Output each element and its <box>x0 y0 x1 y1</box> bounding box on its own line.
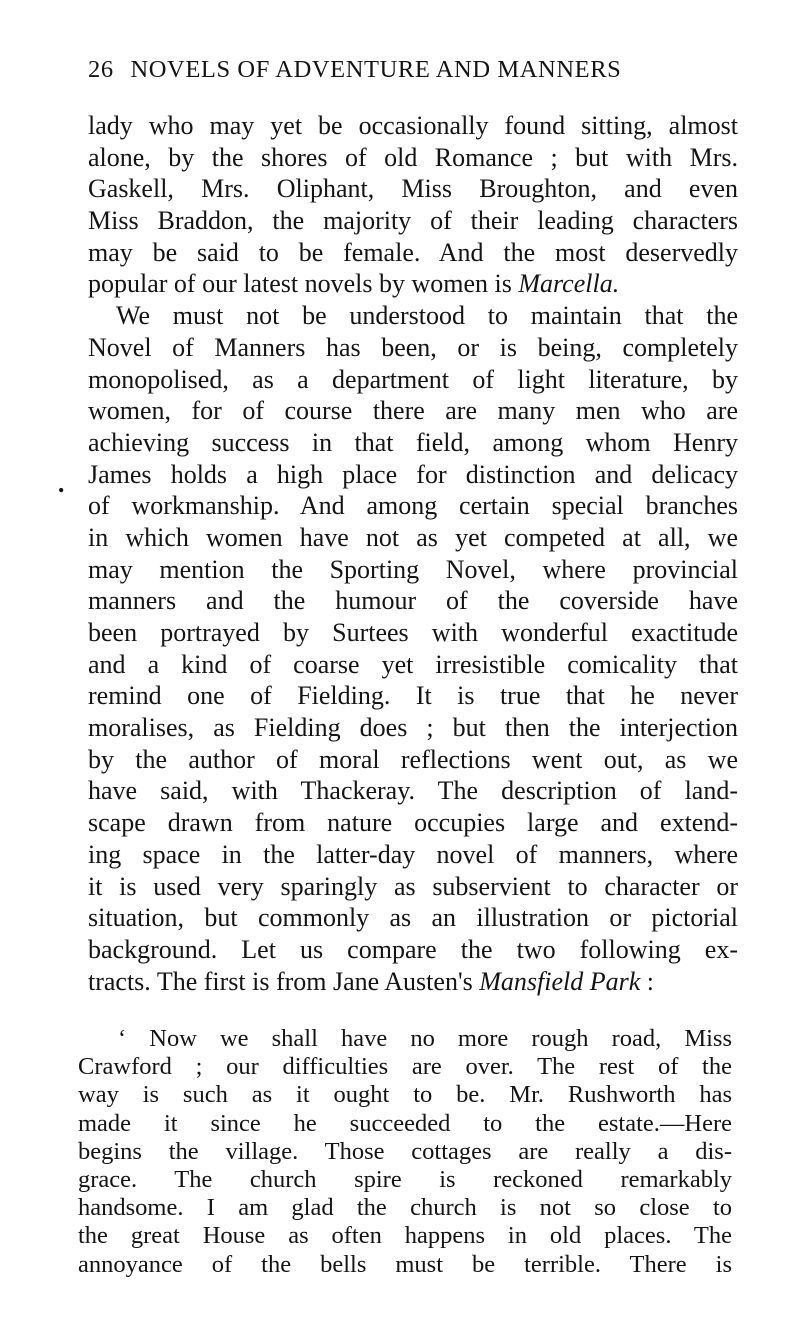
body-line: it is used very sparingly as subservient to character or <box>88 871 738 901</box>
body-line: moralises, as Fielding does ; but then the interjection <box>88 713 738 743</box>
body-line: ing space in the latter-day novel of manners, where <box>88 839 738 869</box>
body-line: James holds a high place for distinction and delicacy <box>88 459 738 489</box>
body-line: in which women have not as yet competed at all, we <box>88 522 738 552</box>
quote-line: Crawford ; our difficulties are over. The rest of the <box>78 1053 732 1081</box>
body-line-text: tracts. The first is from Jane Austen's <box>88 966 480 996</box>
quote-line: begins the village. Those cottages are really a dis- <box>78 1137 732 1165</box>
book-title-marcella: Marcella. <box>518 269 620 299</box>
body-line: been portrayed by Surtees with wonderful exactitude <box>88 618 738 647</box>
quote-line: handsome. I am glad the church is not so close to <box>78 1194 732 1222</box>
quote-line: ‘ Now we shall have no more rough road, Miss <box>118 1025 732 1052</box>
body-line <box>88 966 738 998</box>
quote-line: annoyance of the bells must be terrible. There is <box>78 1250 732 1278</box>
body-line: have said, with Thackeray. The description of land- <box>88 776 738 806</box>
book-title-mansfield-park: Mansfield Park <box>479 966 641 996</box>
body-line: Miss Braddon, the majority of their leading characters <box>88 206 738 236</box>
block-quote <box>78 1025 732 1279</box>
body-line: may be said to be female. And the most deservedly <box>88 237 738 267</box>
body-line: monopolised, as a department of light literature, by <box>88 364 738 394</box>
body-line: women, for of course there are many men who are <box>88 396 738 426</box>
body-line: We must not be understood to maintain that the <box>116 301 738 331</box>
body-line-text: popular of our latest novels by women is <box>88 269 519 299</box>
body-line-text: : <box>640 966 655 996</box>
running-header <box>88 56 748 84</box>
body-line: may mention the Sporting Novel, where provincial <box>88 554 738 584</box>
body-line: alone, by the shores of old Romance ; but with Mrs. <box>88 142 738 172</box>
body-line: manners and the humour of the coverside have <box>88 586 738 616</box>
quote-line: made it since he succeeded to the estate.—Here <box>78 1109 732 1137</box>
running-title: NOVELS OF ADVENTURE AND MANNERS <box>130 56 622 83</box>
body-line: Novel of Manners has been, or is being, completely <box>88 332 738 362</box>
body-line: remind one of Fielding. It is true that he never <box>88 681 738 711</box>
quote-line: way is such as it ought to be. Mr. Rushworth has <box>78 1081 732 1109</box>
body-line <box>88 268 738 300</box>
body-text <box>88 110 738 997</box>
margin-mark: • <box>54 479 68 501</box>
quote-line: the great House as often happens in old places. The <box>78 1222 732 1250</box>
quote-line: grace. The church spire is reckoned remarkably <box>78 1165 732 1193</box>
body-line: and a kind of coarse yet irresistible comicality that <box>88 649 738 679</box>
page-number: 26 <box>88 56 114 83</box>
body-line: scape drawn from nature occupies large and extend- <box>88 808 738 838</box>
body-line: background. Let us compare the two following ex- <box>88 934 738 964</box>
body-line: by the author of moral reflections went out, as we <box>88 744 738 774</box>
body-line: lady who may yet be occasionally found sitting, almost <box>88 111 738 140</box>
body-line: achieving success in that field, among whom Henry <box>88 427 738 457</box>
body-line: situation, but commonly as an illustration or pictorial <box>88 903 738 933</box>
body-line: of workmanship. And among certain special branches <box>88 491 738 521</box>
body-line: Gaskell, Mrs. Oliphant, Miss Broughton, and even <box>88 174 738 204</box>
